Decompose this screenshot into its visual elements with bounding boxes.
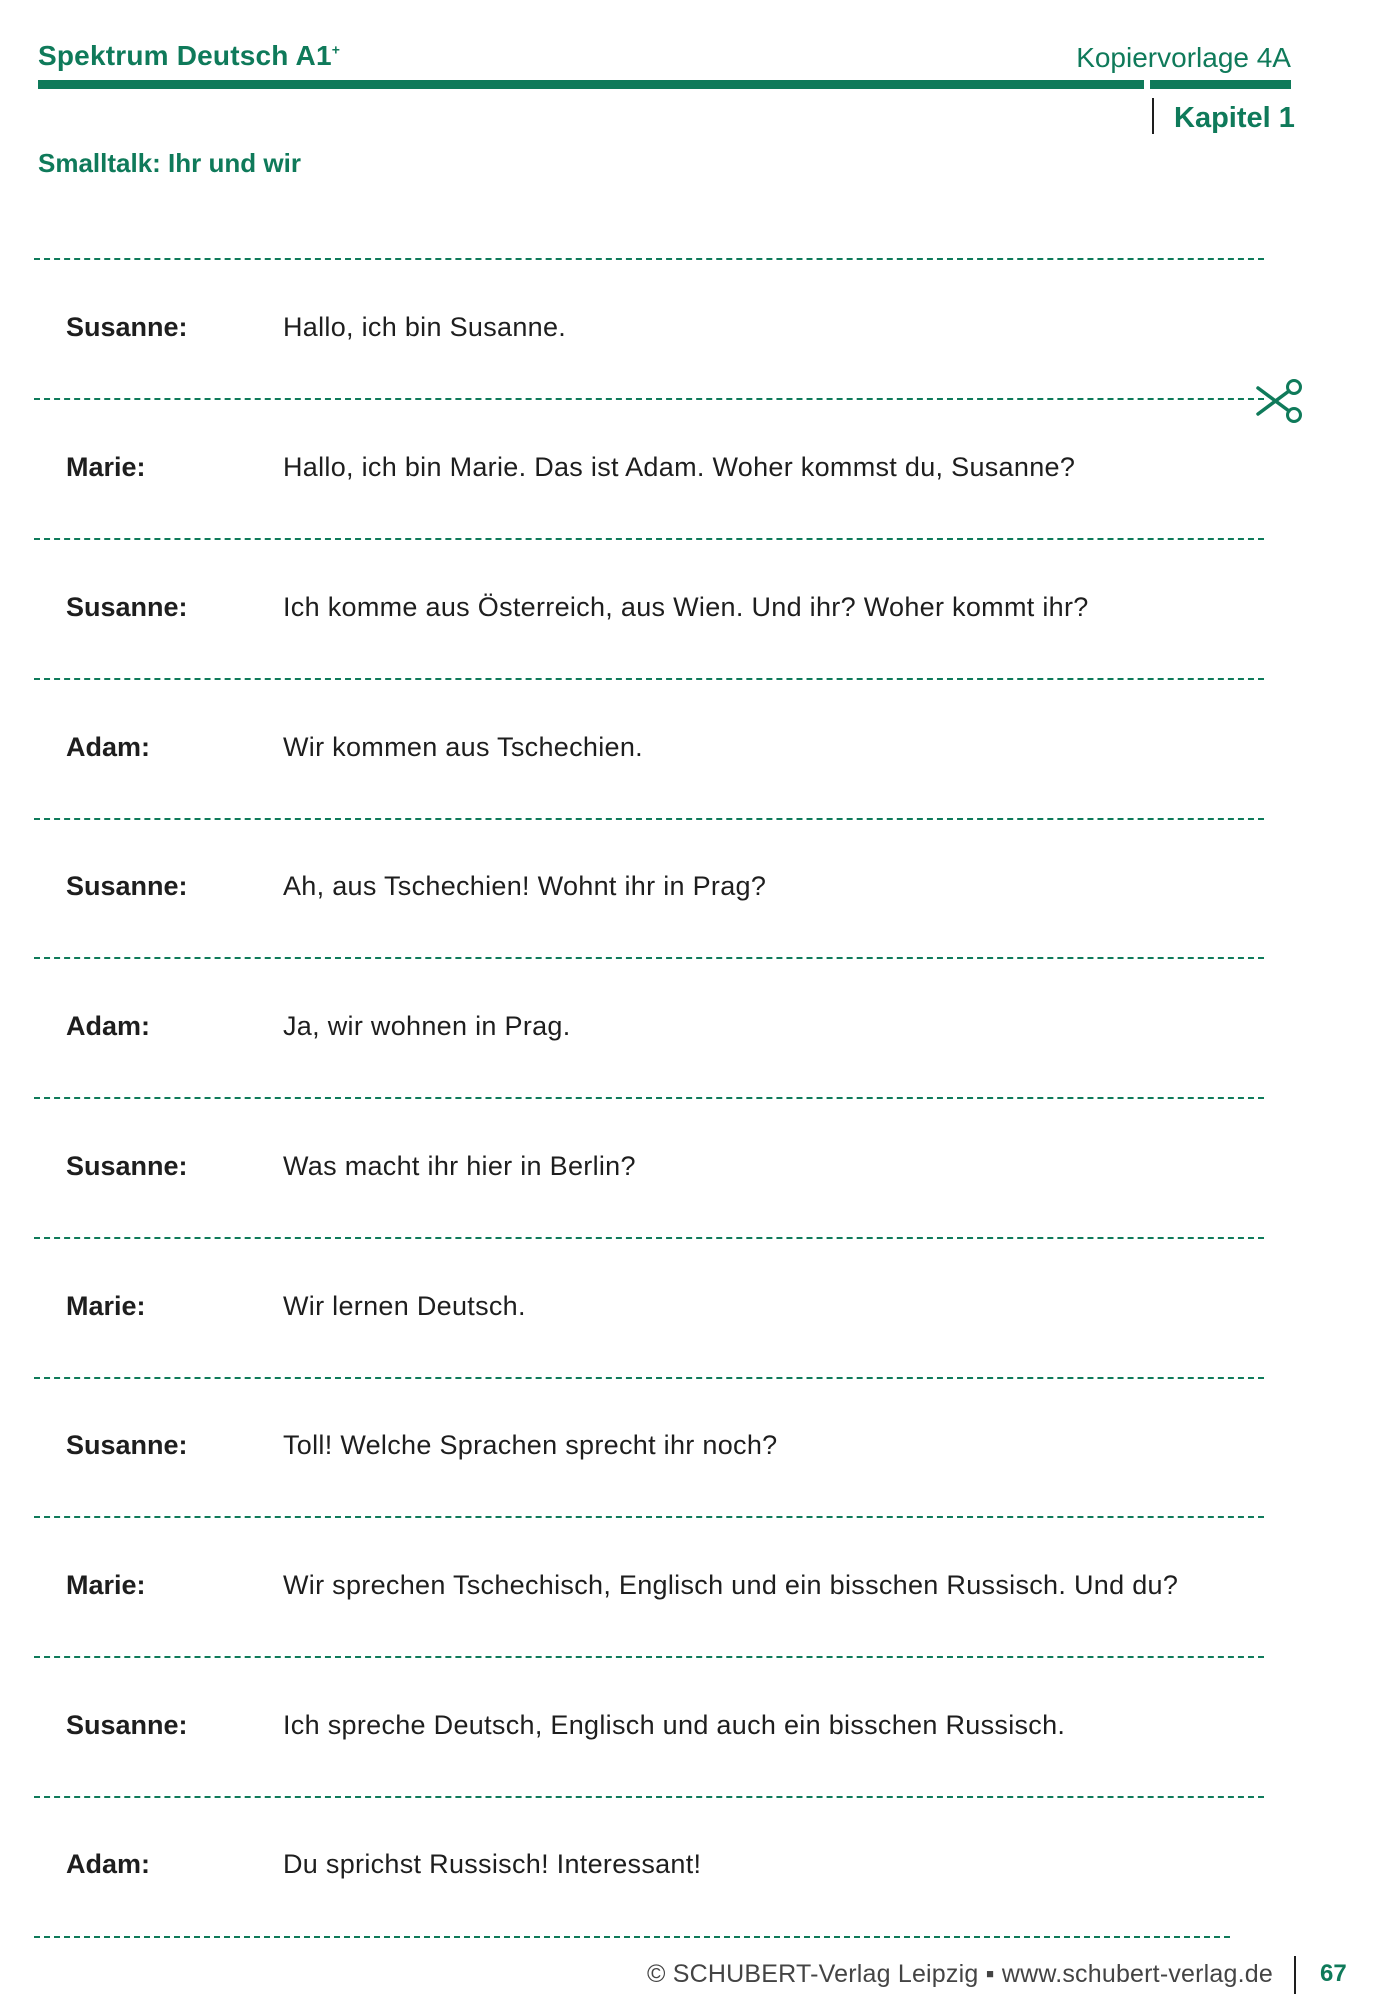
copy-template-label: Kopiervorlage 4A: [1076, 42, 1291, 73]
dialogue-row: [0, 1565, 1388, 1605]
dialogue-row: [0, 1844, 1388, 1884]
speaker-name: Adam:: [66, 1849, 151, 1879]
cut-line: [34, 258, 1264, 260]
cut-line: [34, 678, 1264, 680]
cut-line: [34, 538, 1264, 540]
series-title: Spektrum Deutsch A1+: [38, 40, 341, 71]
dialogue-text: Was macht ihr hier in Berlin?: [283, 1151, 636, 1181]
speaker-name: Susanne:: [66, 592, 188, 622]
speaker-name: Susanne:: [66, 1151, 188, 1181]
chapter-divider: [1152, 98, 1154, 134]
cut-line: [34, 1516, 1264, 1518]
dialogue-row: [0, 1146, 1388, 1186]
dialogue-text: Toll! Welche Sprachen sprecht ihr noch?: [283, 1430, 778, 1460]
chapter-label: Kapitel 1: [1174, 102, 1295, 134]
cut-line: [34, 957, 1264, 959]
dialogue-row: [0, 1425, 1388, 1465]
dialogue-text: Du sprichst Russisch! Interessant!: [283, 1849, 702, 1879]
dialogue-text: Ja, wir wohnen in Prag.: [283, 1011, 571, 1041]
cut-line: [34, 398, 1264, 400]
dialogue-row: [0, 307, 1388, 347]
copyright-footer: © SCHUBERT-Verlag Leipzig ▪ www.schubert-verlag.de: [647, 1960, 1273, 1988]
dialogue-text: Hallo, ich bin Marie. Das ist Adam. Woher kommst du, Susanne?: [283, 452, 1076, 482]
header-rule-right: [1150, 80, 1291, 89]
speaker-name: Adam:: [66, 1011, 151, 1041]
cut-line: [34, 1656, 1264, 1658]
cut-line: [34, 1097, 1264, 1099]
footer-divider: [1294, 1956, 1296, 1994]
header-rule: [38, 80, 1144, 89]
speaker-name: Susanne:: [66, 871, 188, 901]
series-superscript: +: [331, 41, 341, 58]
dialogue-row: [0, 727, 1388, 767]
cut-line: [34, 1936, 1230, 1938]
speaker-name: Marie:: [66, 1291, 146, 1321]
dialogue-text: Ich spreche Deutsch, Englisch und auch ein bisschen Russisch.: [283, 1710, 1066, 1740]
dialogue-row: [0, 866, 1388, 906]
dialogue-text: Wir sprechen Tschechisch, Englisch und ein bisschen Russisch. Und du?: [283, 1570, 1179, 1600]
speaker-name: Susanne:: [66, 1710, 188, 1740]
dialogue-text: Ah, aus Tschechien! Wohnt ihr in Prag?: [283, 871, 767, 901]
dialogue-row: [0, 587, 1388, 627]
dialogue-row: [0, 447, 1388, 487]
cut-line: [34, 1796, 1264, 1798]
dialogue-row: [0, 1705, 1388, 1745]
page-number: 67: [1320, 1960, 1347, 1987]
dialogue-text: Ich komme aus Österreich, aus Wien. Und ihr? Woher kommt ihr?: [283, 592, 1089, 622]
speaker-name: Marie:: [66, 1570, 146, 1600]
speaker-name: Susanne:: [66, 1430, 188, 1460]
dialogue-text: Wir kommen aus Tschechien.: [283, 732, 643, 762]
cut-line: [34, 818, 1264, 820]
cut-line: [34, 1377, 1264, 1379]
scissors-icon: [1254, 378, 1304, 424]
speaker-name: Susanne:: [66, 312, 188, 342]
worksheet-title: Smalltalk: Ihr und wir: [38, 148, 301, 178]
speaker-name: Marie:: [66, 452, 146, 482]
speaker-name: Adam:: [66, 732, 151, 762]
dialogue-text: Wir lernen Deutsch.: [283, 1291, 526, 1321]
dialogue-row: [0, 1006, 1388, 1046]
cut-line: [34, 1237, 1264, 1239]
dialogue-text: Hallo, ich bin Susanne.: [283, 312, 567, 342]
dialogue-row: [0, 1286, 1388, 1326]
